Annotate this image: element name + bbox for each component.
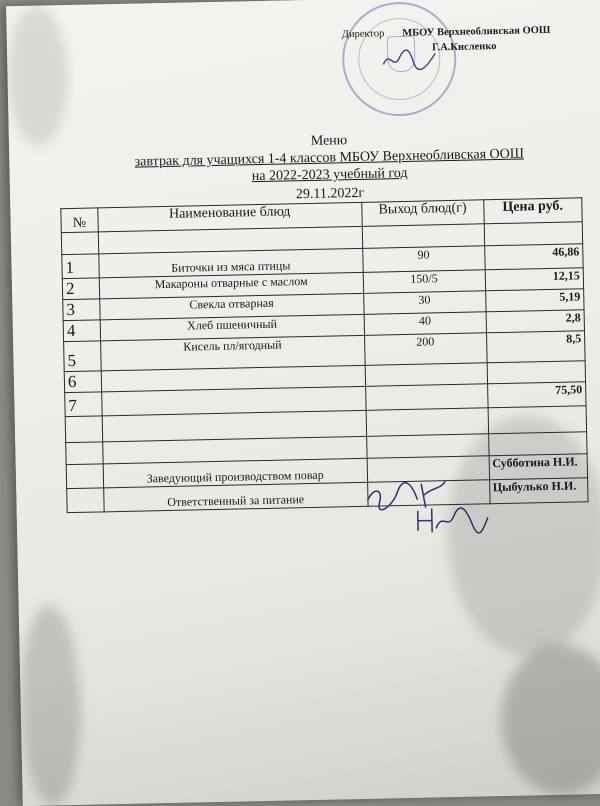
dish-name: Хлеб пшеничный (100, 314, 364, 341)
dish-name: Макароны отварные с маслом (99, 272, 363, 299)
dish-output: 90 (362, 246, 484, 273)
dish-price: 2,8 (486, 310, 585, 333)
school-year: на 2022-2023 учебный год (251, 165, 408, 185)
col-name-header: Наименование блюд (98, 202, 363, 232)
dish-name: Кисель пл/ягодный (100, 335, 365, 371)
signature-name: Субботина Н.И. (489, 454, 588, 480)
dish-name: Свекла отварная (99, 293, 363, 320)
menu-subtitle: завтрак для учащихся 1-4 классов МБОУ Верхнеобливская ООШ (134, 146, 525, 170)
row-number: 2 (62, 278, 99, 300)
dish-price: 8,5 (486, 331, 585, 363)
dish-price: 5,19 (485, 289, 584, 312)
total-price: 75,50 (487, 382, 586, 408)
dish-output (365, 384, 487, 411)
dish-output (365, 363, 487, 387)
director-name: Г.А.Кисленко (431, 41, 497, 54)
approval-header (342, 23, 563, 58)
col-number-header: № (61, 208, 98, 233)
school-name: МБОУ Верхнеобливская ООШ (402, 24, 551, 39)
menu-date: 29.11.2022г (295, 185, 365, 203)
dish-output: 200 (364, 333, 486, 366)
responsible-signature (412, 499, 493, 541)
row-number: 4 (63, 320, 100, 342)
dish-output: 150/5 (363, 270, 485, 294)
dish-price: 46,86 (484, 244, 583, 270)
signature-role: Ответственный за питание (103, 482, 368, 512)
signature-role: Заведующий производством повар (103, 458, 368, 488)
row-number: 5 (64, 341, 101, 372)
dish-price: 12,15 (485, 268, 584, 291)
signature-name: Цыбулько Н.И. (489, 478, 588, 504)
document-page (6, 0, 600, 806)
row-number: 1 (62, 254, 99, 279)
row-number: 6 (64, 371, 101, 393)
col-price-header: Цена руб. (483, 198, 582, 224)
col-output-header: Выход блюд(г) (362, 200, 484, 227)
dish-price (487, 361, 586, 384)
menu-table (60, 197, 588, 513)
row-number: 3 (63, 299, 100, 321)
director-label: Директор (341, 28, 385, 41)
dish-output: 40 (364, 312, 486, 336)
director-signature (379, 43, 440, 74)
dish-name: Биточки из мяса птицы (98, 248, 363, 278)
menu-title: Меню (310, 133, 348, 149)
dish-output: 30 (363, 291, 485, 315)
row-number: 7 (65, 392, 102, 417)
